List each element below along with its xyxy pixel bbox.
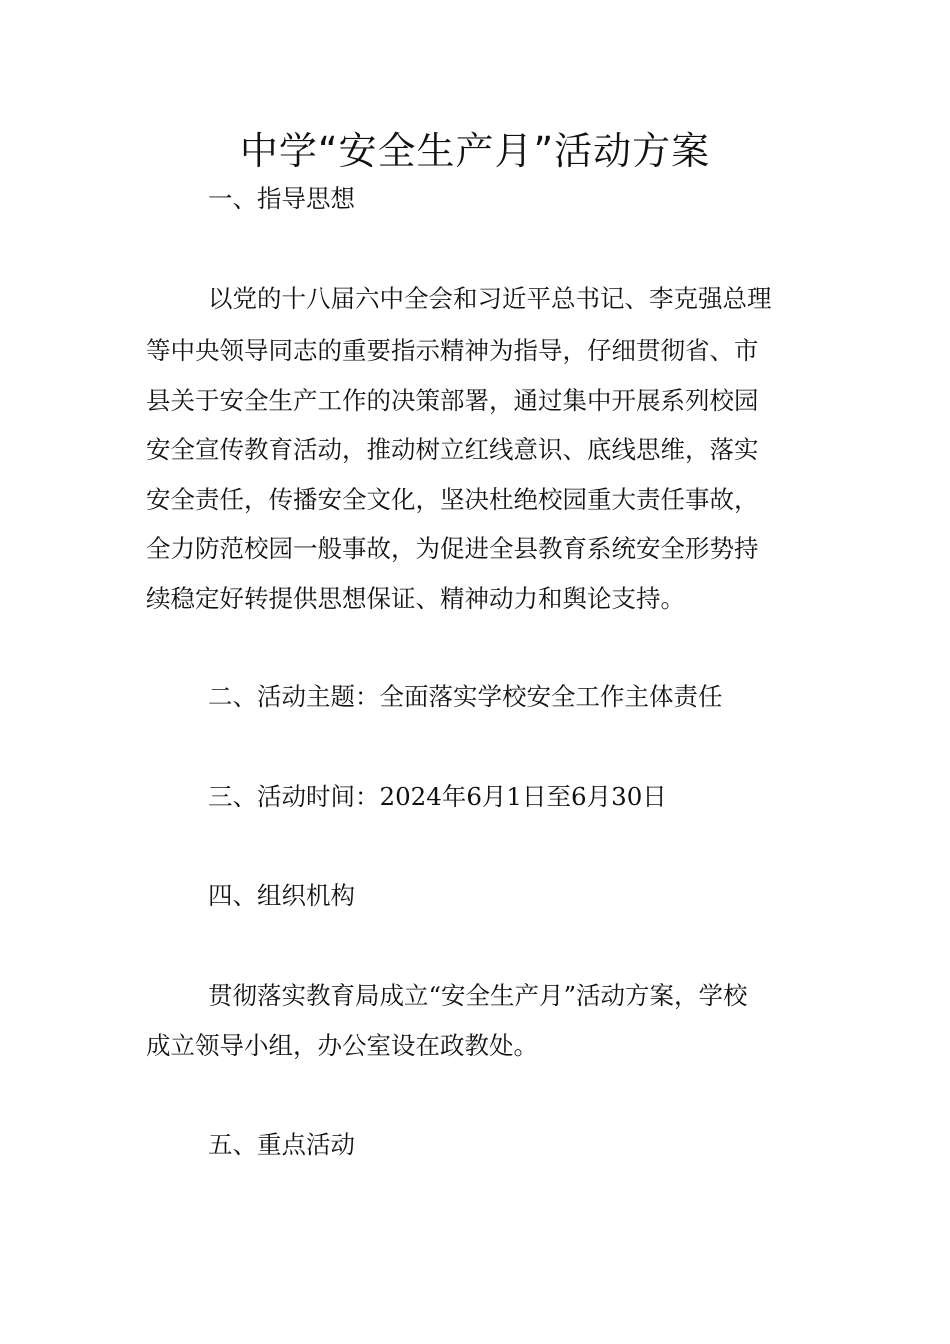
paragraph-line: 县关于安全生产工作的决策部署，通过集中开展系列校园 bbox=[146, 386, 759, 415]
paragraph-line: 续稳定好转提供思想保证、精神动力和舆论支持。 bbox=[146, 584, 685, 613]
section-heading-guiding-ideology: 一、指导思想 bbox=[208, 184, 355, 213]
document-title: 中学“安全生产月”活动方案 bbox=[239, 129, 711, 173]
paragraph-line: 贯彻落实教育局成立“安全生产月”活动方案，学校 bbox=[208, 981, 748, 1010]
section-heading-activity-theme: 二、活动主题：全面落实学校安全工作主体责任 bbox=[208, 682, 723, 711]
section-heading-key-activities: 五、重点活动 bbox=[208, 1130, 355, 1159]
section-heading-organization: 四、组织机构 bbox=[208, 881, 355, 910]
paragraph-line: 以党的十八届六中全会和习近平总书记、李克强总理 bbox=[208, 284, 772, 313]
section-heading-activity-time: 三、活动时间：2024年6月1日至6月30日 bbox=[208, 782, 667, 811]
paragraph-line: 成立领导小组，办公室设在政教处。 bbox=[146, 1031, 538, 1060]
paragraph-line: 安全宣传教育活动，推动树立红线意识、底线思维，落实 bbox=[146, 435, 759, 464]
paragraph-line: 全力防范校园一般事故，为促进全县教育系统安全形势持 bbox=[146, 534, 759, 563]
paragraph-line: 等中央领导同志的重要指示精神为指导，仔细贯彻省、市 bbox=[146, 336, 759, 365]
paragraph-line: 安全责任，传播安全文化，坚决杜绝校园重大责任事故， bbox=[146, 485, 759, 514]
